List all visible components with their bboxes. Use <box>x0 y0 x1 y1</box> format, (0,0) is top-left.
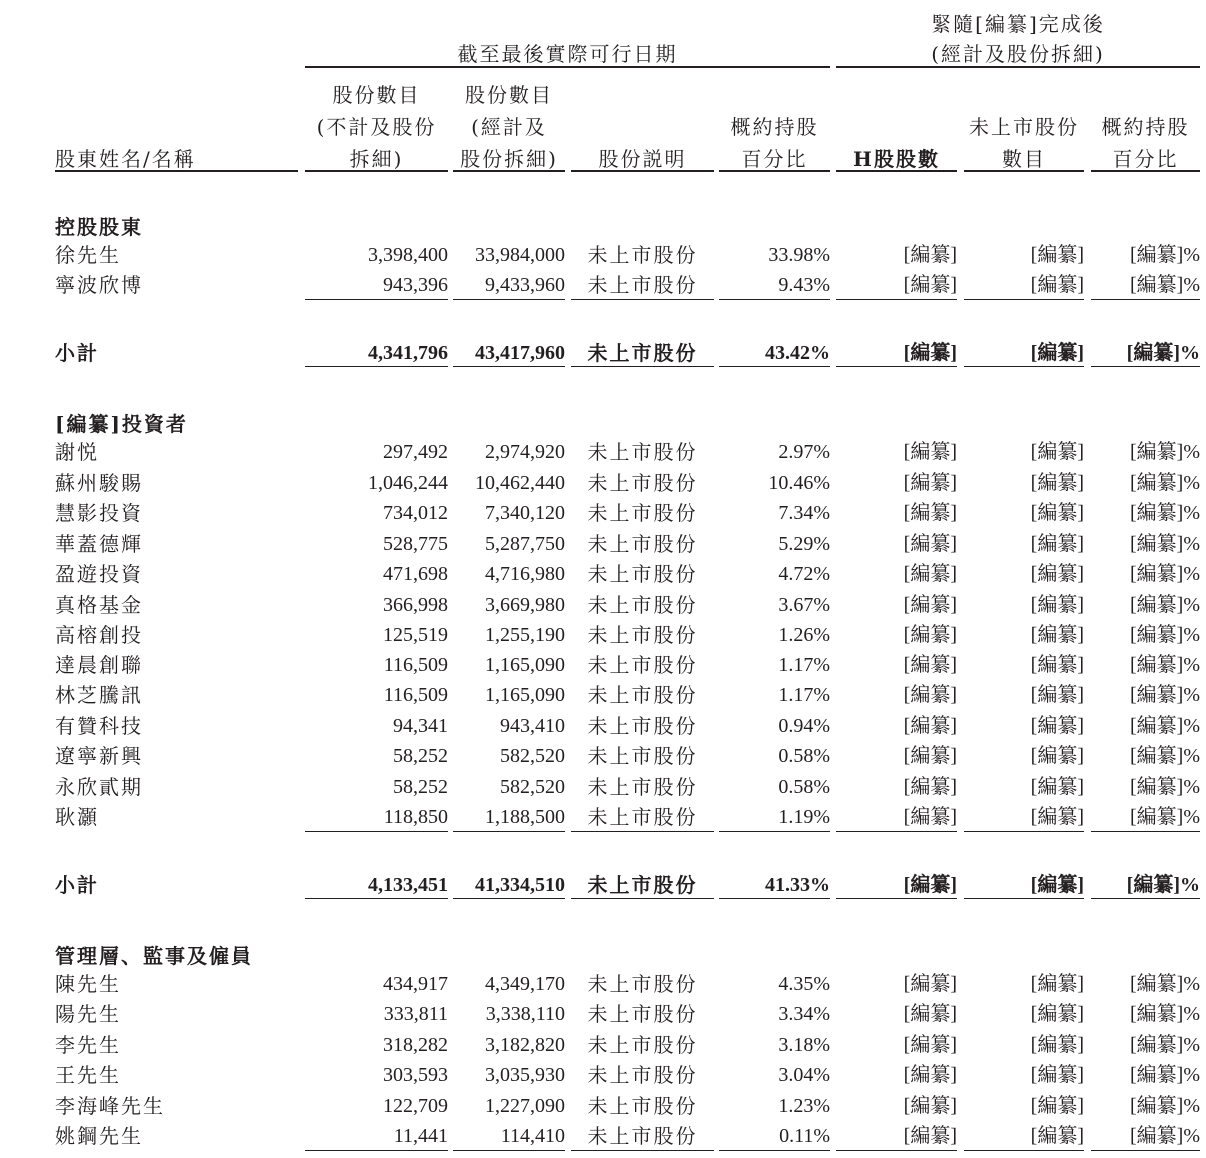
cell-name: 李先生 <box>55 1033 121 1057</box>
cell-b: 9,433,960 <box>485 274 565 296</box>
cell-name: 有贊科技 <box>55 714 143 738</box>
table-row <box>0 529 1206 559</box>
cell-name: 遼寧新興 <box>55 744 143 768</box>
cell-d: 0.58% <box>778 745 830 767</box>
col-header-h-shares: H股股數 <box>853 147 940 171</box>
header-rule-a <box>305 170 448 172</box>
cell-b: 943,410 <box>500 715 565 737</box>
cell-b: 33,984,000 <box>475 244 565 266</box>
cell-g: [編纂]% <box>1130 502 1200 524</box>
cell-b: 43,417,960 <box>475 342 565 364</box>
cell-name: 華蓋德輝 <box>55 532 143 556</box>
cell-name: 陽先生 <box>55 1002 121 1026</box>
cell-e: [編纂] <box>903 594 957 616</box>
row-rule <box>836 366 957 367</box>
col-header-shares-after-l3: 股份拆細) <box>460 147 558 171</box>
cell-f: [編纂] <box>1030 973 1084 995</box>
row-rule <box>964 1150 1084 1151</box>
cell-name: 盈遊投資 <box>55 562 143 586</box>
row-rule <box>453 366 565 367</box>
cell-name: 林芝騰訊 <box>55 683 143 707</box>
cell-a: 4,341,796 <box>368 342 448 364</box>
cell-d: 4.35% <box>778 973 830 995</box>
cell-b: 3,338,110 <box>485 1003 565 1025</box>
cell-c: 未上市股份 <box>587 744 698 768</box>
cell-e: [編纂] <box>903 654 957 676</box>
cell-d: 43.42% <box>765 342 830 364</box>
cell-d: 10.46% <box>768 472 830 494</box>
row-rule <box>719 1150 830 1151</box>
cell-b: 582,520 <box>500 776 565 798</box>
cell-name: 王先生 <box>55 1063 121 1087</box>
cell-f: [編纂] <box>1030 715 1084 737</box>
cell-b: 4,349,170 <box>485 973 565 995</box>
table-row <box>0 559 1206 589</box>
cell-c: 未上市股份 <box>587 1002 698 1026</box>
col-header-shares-before-l2: (不計及股份 <box>316 115 437 139</box>
cell-e: [編纂] <box>903 502 957 524</box>
cell-e: [編纂] <box>903 342 957 364</box>
cell-e: [編纂] <box>903 533 957 555</box>
row-rule <box>964 299 1084 300</box>
cell-d: 3.34% <box>778 1003 830 1025</box>
row-rule <box>836 299 957 300</box>
cell-b: 1,165,090 <box>485 684 565 706</box>
subtotal-row <box>0 338 1206 368</box>
row-rule <box>571 831 714 832</box>
cell-f: [編纂] <box>1030 684 1084 706</box>
table-row <box>0 1091 1206 1121</box>
cell-a: 1,046,244 <box>368 472 448 494</box>
cell-c: 未上市股份 <box>587 440 698 464</box>
cell-name: 李海峰先生 <box>55 1094 165 1118</box>
subtotal-row <box>0 870 1206 900</box>
cell-d: 3.04% <box>778 1064 830 1086</box>
section-title: 控股股東 <box>55 215 143 239</box>
row-rule <box>719 831 830 832</box>
cell-b: 3,182,820 <box>485 1034 565 1056</box>
table-row <box>0 802 1206 832</box>
row-rule <box>964 898 1084 899</box>
row-rule <box>1091 1150 1200 1151</box>
cell-a: 58,252 <box>393 776 448 798</box>
cell-f: [編纂] <box>1030 1095 1084 1117</box>
col-header-share-description: 股份説明 <box>598 147 687 171</box>
row-rule <box>453 831 565 832</box>
cell-c: 未上市股份 <box>587 501 698 525</box>
header-rule-name <box>55 170 298 172</box>
row-rule <box>305 898 448 899</box>
cell-c: 未上市股份 <box>587 873 698 897</box>
cell-b: 5,287,750 <box>485 533 565 555</box>
cell-c: 未上市股份 <box>587 1094 698 1118</box>
cell-f: [編纂] <box>1030 244 1084 266</box>
header-rule-g <box>1091 170 1200 172</box>
cell-d: 4.72% <box>778 563 830 585</box>
cell-c: 未上市股份 <box>587 775 698 799</box>
cell-g: [編纂]% <box>1130 654 1200 676</box>
cell-a: 4,133,451 <box>368 874 448 896</box>
group-header-left-rule <box>305 66 830 68</box>
cell-f: [編纂] <box>1030 472 1084 494</box>
cell-g: [編纂]% <box>1130 715 1200 737</box>
cell-g: [編纂]% <box>1130 1034 1200 1056</box>
table-row <box>0 711 1206 741</box>
cell-d: 1.17% <box>778 684 830 706</box>
cell-b: 10,462,440 <box>475 472 565 494</box>
cell-g: [編纂]% <box>1130 274 1200 296</box>
col-header-unlisted-shares-l1: 未上市股份 <box>969 115 1079 139</box>
row-rule <box>719 299 830 300</box>
cell-name: 徐先生 <box>55 243 121 267</box>
cell-a: 434,917 <box>383 973 448 995</box>
cell-e: [編纂] <box>903 1064 957 1086</box>
cell-f: [編纂] <box>1030 274 1084 296</box>
cell-e: [編纂] <box>903 1125 957 1147</box>
cell-d: 5.29% <box>778 533 830 555</box>
col-header-shares-after-l2: (經計及 <box>471 115 547 139</box>
cell-b: 582,520 <box>500 745 565 767</box>
cell-e: [編纂] <box>903 806 957 828</box>
cell-c: 未上市股份 <box>587 1033 698 1057</box>
cell-f: [編纂] <box>1030 594 1084 616</box>
section-title: [編纂]投資者 <box>55 412 188 436</box>
cell-g: [編纂]% <box>1130 441 1200 463</box>
col-header-name: 股東姓名/名稱 <box>55 147 196 171</box>
cell-d: 1.17% <box>778 654 830 676</box>
cell-f: [編纂] <box>1030 1003 1084 1025</box>
cell-c: 未上市股份 <box>587 341 698 365</box>
cell-b: 41,334,510 <box>475 874 565 896</box>
cell-b: 114,410 <box>500 1125 565 1147</box>
cell-g: [編纂]% <box>1126 342 1200 364</box>
cell-b: 7,340,120 <box>485 502 565 524</box>
table-row <box>0 270 1206 300</box>
cell-g: [編纂]% <box>1130 472 1200 494</box>
cell-d: 0.94% <box>778 715 830 737</box>
cell-g: [編纂]% <box>1130 973 1200 995</box>
cell-c: 未上市股份 <box>587 1063 698 1087</box>
group-header-latest-date: 截至最後實際可行日期 <box>457 42 678 66</box>
row-rule <box>305 366 448 367</box>
cell-c: 未上市股份 <box>587 805 698 829</box>
table-row <box>0 969 1206 999</box>
table-row <box>0 590 1206 620</box>
cell-d: 2.97% <box>778 441 830 463</box>
cell-g: [編纂]% <box>1130 776 1200 798</box>
cell-a: 471,698 <box>383 563 448 585</box>
cell-e: [編纂] <box>903 441 957 463</box>
cell-e: [編纂] <box>903 1003 957 1025</box>
table-row <box>0 1060 1206 1090</box>
cell-name: 慧影投資 <box>55 501 143 525</box>
col-header-unlisted-shares-l2: 數目 <box>1002 147 1046 171</box>
cell-e: [編纂] <box>903 274 957 296</box>
row-rule <box>836 831 957 832</box>
cell-c: 未上市股份 <box>587 714 698 738</box>
cell-f: [編纂] <box>1030 776 1084 798</box>
row-rule <box>305 299 448 300</box>
cell-g: [編纂]% <box>1130 624 1200 646</box>
table-row <box>0 468 1206 498</box>
cell-f: [編纂] <box>1030 874 1084 896</box>
cell-e: [編纂] <box>903 563 957 585</box>
cell-f: [編纂] <box>1030 1034 1084 1056</box>
cell-c: 未上市股份 <box>587 532 698 556</box>
cell-d: 0.11% <box>779 1125 830 1147</box>
cell-name: 永欣貳期 <box>55 775 143 799</box>
cell-e: [編纂] <box>903 684 957 706</box>
cell-e: [編纂] <box>903 244 957 266</box>
cell-g: [編纂]% <box>1130 745 1200 767</box>
cell-e: [編纂] <box>903 874 957 896</box>
row-rule <box>571 898 714 899</box>
cell-e: [編纂] <box>903 776 957 798</box>
col-header-approx-pct-after-l1: 概約持股 <box>1101 115 1190 139</box>
row-rule <box>719 366 830 367</box>
cell-name: 達晨創聯 <box>55 653 143 677</box>
table-row <box>0 680 1206 710</box>
cell-d: 0.58% <box>778 776 830 798</box>
row-rule <box>453 299 565 300</box>
cell-d: 33.98% <box>768 244 830 266</box>
header-rule-e <box>836 170 957 172</box>
cell-g: [編纂]% <box>1130 594 1200 616</box>
table-row <box>0 620 1206 650</box>
row-rule <box>305 1150 448 1151</box>
table-row <box>0 498 1206 528</box>
group-header-right-rule <box>836 66 1200 68</box>
col-header-approx-pct-after-l2: 百分比 <box>1112 147 1179 171</box>
row-rule <box>571 299 714 300</box>
cell-f: [編纂] <box>1030 654 1084 676</box>
cell-c: 未上市股份 <box>587 243 698 267</box>
cell-c: 未上市股份 <box>587 623 698 647</box>
row-rule <box>964 831 1084 832</box>
row-rule <box>453 1150 565 1151</box>
cell-b: 2,974,920 <box>485 441 565 463</box>
cell-e: [編纂] <box>903 715 957 737</box>
cell-e: [編纂] <box>903 1034 957 1056</box>
table-row <box>0 650 1206 680</box>
col-header-shares-before-l1: 股份數目 <box>332 83 421 107</box>
table-row <box>0 741 1206 771</box>
cell-c: 未上市股份 <box>587 653 698 677</box>
cell-b: 3,035,930 <box>485 1064 565 1086</box>
table-row <box>0 437 1206 467</box>
row-rule <box>836 898 957 899</box>
col-header-approx-pct-l1: 概約持股 <box>730 115 819 139</box>
cell-name: 小計 <box>55 873 99 897</box>
cell-c: 未上市股份 <box>587 273 698 297</box>
cell-e: [編纂] <box>903 973 957 995</box>
cell-f: [編纂] <box>1030 1064 1084 1086</box>
cell-d: 3.18% <box>778 1034 830 1056</box>
cell-g: [編纂]% <box>1130 1064 1200 1086</box>
row-rule <box>571 1150 714 1151</box>
table-row <box>0 772 1206 802</box>
cell-c: 未上市股份 <box>587 593 698 617</box>
cell-a: 734,012 <box>383 502 448 524</box>
cell-f: [編纂] <box>1030 342 1084 364</box>
cell-b: 4,716,980 <box>485 563 565 585</box>
cell-g: [編纂]% <box>1130 806 1200 828</box>
cell-d: 1.26% <box>778 624 830 646</box>
cell-e: [編纂] <box>903 1095 957 1117</box>
cell-g: [編纂]% <box>1130 244 1200 266</box>
cell-e: [編纂] <box>903 745 957 767</box>
cell-a: 116,509 <box>383 654 448 676</box>
cell-a: 333,811 <box>383 1003 448 1025</box>
header-rule-b <box>453 170 565 172</box>
cell-g: [編纂]% <box>1130 1095 1200 1117</box>
cell-c: 未上市股份 <box>587 1124 698 1148</box>
cell-name: 小計 <box>55 341 99 365</box>
row-rule <box>836 1150 957 1151</box>
header-rule-c <box>571 170 714 172</box>
cell-f: [編纂] <box>1030 624 1084 646</box>
row-rule <box>453 898 565 899</box>
row-rule <box>305 831 448 832</box>
cell-d: 1.23% <box>778 1095 830 1117</box>
cell-a: 3,398,400 <box>368 244 448 266</box>
cell-b: 1,255,190 <box>485 624 565 646</box>
cell-f: [編纂] <box>1030 563 1084 585</box>
cell-a: 528,775 <box>383 533 448 555</box>
cell-a: 94,341 <box>393 715 448 737</box>
cell-d: 41.33% <box>765 874 830 896</box>
cell-g: [編纂]% <box>1130 684 1200 706</box>
cell-b: 1,165,090 <box>485 654 565 676</box>
cell-c: 未上市股份 <box>587 972 698 996</box>
cell-name: 耿灝 <box>55 805 99 829</box>
cell-f: [編纂] <box>1030 1125 1084 1147</box>
cell-e: [編纂] <box>903 472 957 494</box>
cell-a: 116,509 <box>383 684 448 706</box>
cell-b: 1,227,090 <box>485 1095 565 1117</box>
cell-f: [編纂] <box>1030 806 1084 828</box>
row-rule <box>719 898 830 899</box>
cell-b: 1,188,500 <box>485 806 565 828</box>
cell-name: 陳先生 <box>55 972 121 996</box>
cell-c: 未上市股份 <box>587 471 698 495</box>
col-header-shares-after-l1: 股份數目 <box>465 83 553 107</box>
header-rule-d <box>719 170 830 172</box>
row-rule <box>1091 366 1200 367</box>
section-title: 管理層、監事及僱員 <box>55 944 253 968</box>
header-rule-f <box>964 170 1084 172</box>
cell-a: 58,252 <box>393 745 448 767</box>
cell-a: 303,593 <box>383 1064 448 1086</box>
cell-g: [編纂]% <box>1130 563 1200 585</box>
cell-d: 9.43% <box>778 274 830 296</box>
cell-g: [編纂]% <box>1130 533 1200 555</box>
cell-d: 7.34% <box>778 502 830 524</box>
col-header-approx-pct-l2: 百分比 <box>741 147 808 171</box>
cell-a: 297,492 <box>383 441 448 463</box>
cell-c: 未上市股份 <box>587 683 698 707</box>
cell-name: 蘇州駿賜 <box>55 471 143 495</box>
cell-name: 謝悦 <box>55 440 99 464</box>
row-rule <box>1091 831 1200 832</box>
cell-f: [編纂] <box>1030 441 1084 463</box>
cell-name: 高榕創投 <box>55 623 143 647</box>
cell-c: 未上市股份 <box>587 562 698 586</box>
cell-name: 真格基金 <box>55 593 143 617</box>
cell-g: [編纂]% <box>1130 1125 1200 1147</box>
group-header-after-completion-line1: 緊隨[編纂]完成後 <box>931 12 1105 36</box>
cell-d: 3.67% <box>778 594 830 616</box>
row-rule <box>964 366 1084 367</box>
table-row <box>0 1121 1206 1151</box>
group-header-after-completion-line2: (經計及股份拆細) <box>931 42 1105 66</box>
cell-a: 125,519 <box>383 624 448 646</box>
cell-a: 118,850 <box>383 806 448 828</box>
cell-a: 122,709 <box>383 1095 448 1117</box>
table-row <box>0 1030 1206 1060</box>
row-rule <box>1091 898 1200 899</box>
cell-name: 寧波欣博 <box>55 273 143 297</box>
col-header-shares-before-l3: 拆細) <box>349 147 404 171</box>
cell-g: [編纂]% <box>1130 1003 1200 1025</box>
cell-a: 11,441 <box>393 1125 448 1147</box>
cell-f: [編纂] <box>1030 533 1084 555</box>
cell-e: [編纂] <box>903 624 957 646</box>
cell-name: 姚鋼先生 <box>55 1124 143 1148</box>
row-rule <box>571 366 714 367</box>
cell-a: 318,282 <box>383 1034 448 1056</box>
table-row <box>0 999 1206 1029</box>
cell-f: [編纂] <box>1030 502 1084 524</box>
cell-f: [編纂] <box>1030 745 1084 767</box>
cell-b: 3,669,980 <box>485 594 565 616</box>
table-row <box>0 240 1206 270</box>
row-rule <box>1091 299 1200 300</box>
cell-g: [編纂]% <box>1126 874 1200 896</box>
cell-a: 943,396 <box>383 274 448 296</box>
cell-a: 366,998 <box>383 594 448 616</box>
cell-d: 1.19% <box>778 806 830 828</box>
